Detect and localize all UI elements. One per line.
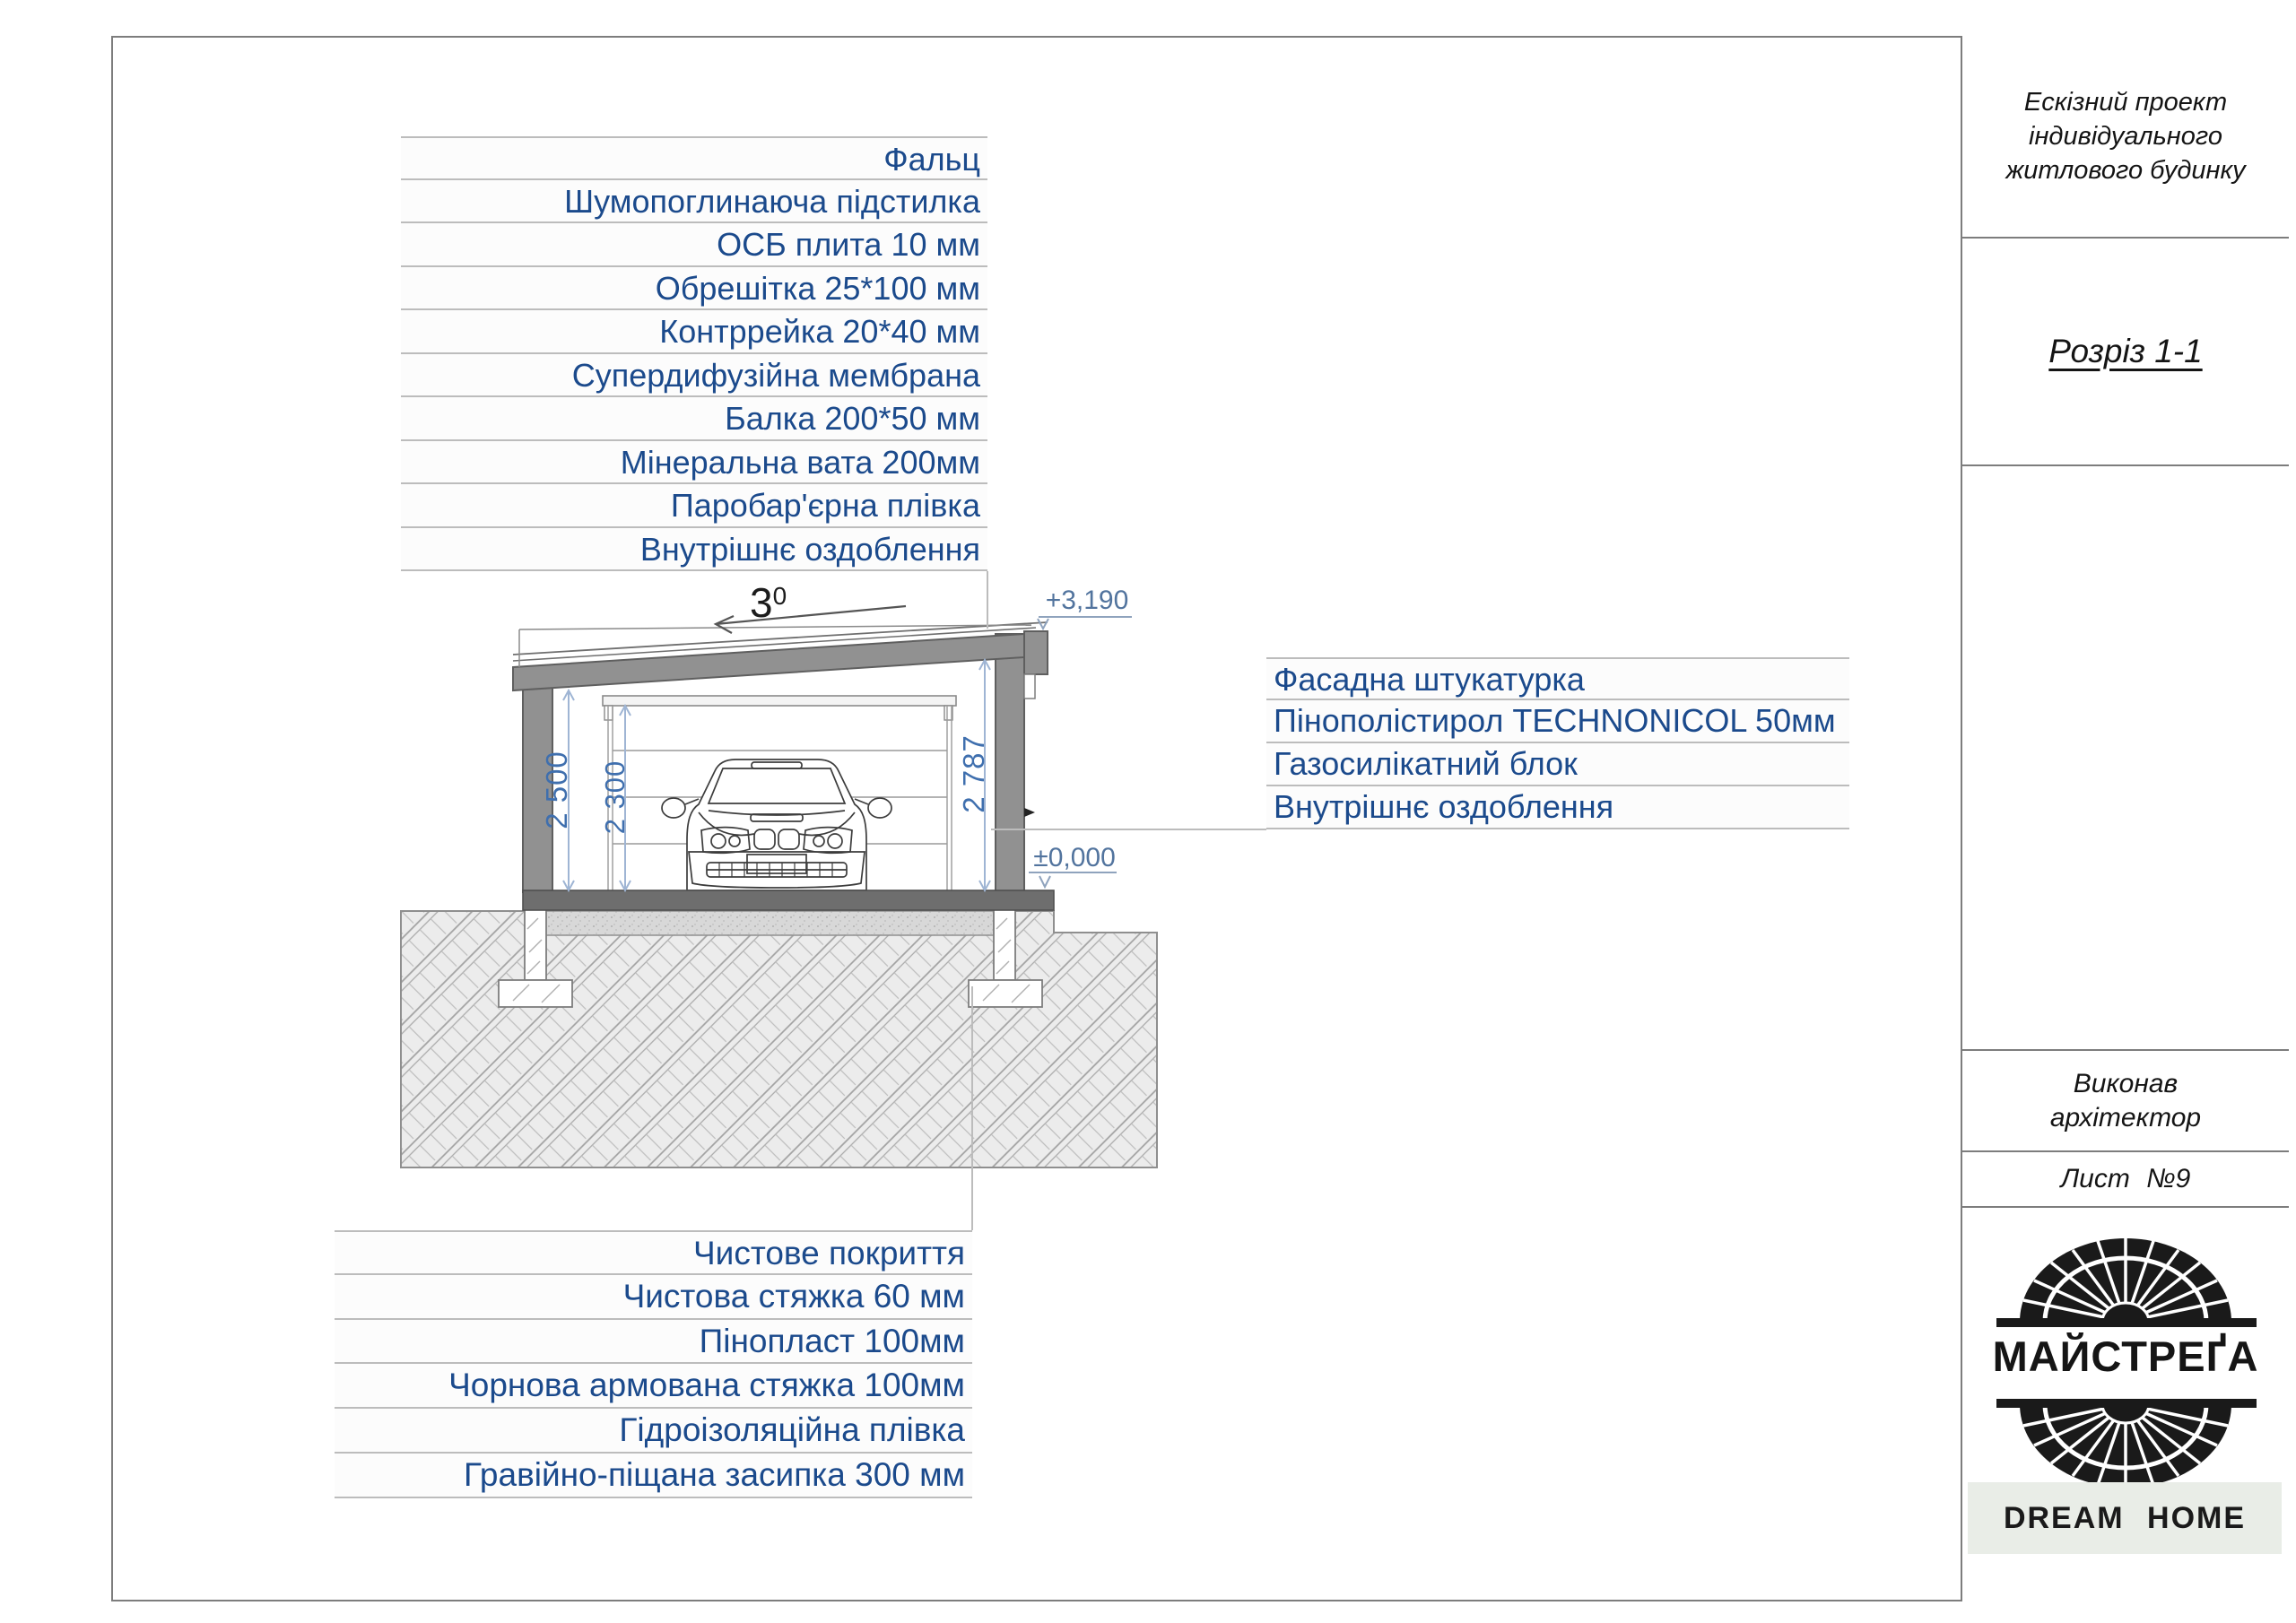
author-profession: архітектор bbox=[2049, 1102, 2202, 1133]
elevation-marker-roof bbox=[1038, 617, 1132, 629]
roof-layer-row: Паробар'єрна плівка bbox=[401, 484, 987, 528]
dim-right-height: 2 787 bbox=[957, 734, 990, 813]
wall-layer-row: Газосилікатний блок bbox=[1266, 743, 1849, 786]
slope-degree: 0 bbox=[772, 582, 787, 610]
roof-layer-row: ОСБ плита 10 мм bbox=[401, 223, 987, 267]
roof-layer-row: Мінеральна вата 200мм bbox=[401, 441, 987, 485]
floor-layer-row: Гравійно-піщана засипка 300 мм bbox=[335, 1454, 972, 1498]
floor-layers-list bbox=[335, 1230, 972, 1498]
empty-cell bbox=[1962, 466, 2289, 1051]
brand-tagline: DREAM HOME bbox=[1968, 1482, 2282, 1554]
wall-layers-list bbox=[1266, 657, 1849, 829]
floor-layer-row: Чистова стяжка 60 мм bbox=[335, 1275, 972, 1320]
car-drawing bbox=[662, 759, 891, 890]
roof-layer-row: Балка 200*50 мм bbox=[401, 397, 987, 441]
roof-layers-list bbox=[401, 136, 987, 571]
dim-door-height: 2 300 bbox=[599, 759, 631, 835]
wall-layer-row: Фасадна штукатурка bbox=[1266, 657, 1849, 700]
gravel-layer bbox=[533, 911, 994, 935]
floor-layer-row: Чорнова армована стяжка 100мм bbox=[335, 1364, 972, 1409]
floor-layer-row: Чистове покриття bbox=[335, 1230, 972, 1275]
sheet-number: Лист №9 bbox=[1962, 1152, 2289, 1208]
brand-name: МАЙСТРЕҐА bbox=[1992, 1332, 2259, 1380]
roof-layer-row: Шумопоглинаюча підстилка bbox=[401, 180, 987, 224]
roof-layer-row: Внутрішнє оздоблення bbox=[401, 528, 987, 572]
slope-value: 3 bbox=[750, 579, 773, 626]
floor-slab bbox=[523, 890, 1054, 910]
title-block bbox=[1961, 36, 2289, 1601]
elevation-roof-label: +3,190 bbox=[1045, 586, 1129, 615]
wall-layer-row: Внутрішнє оздоблення bbox=[1266, 786, 1849, 829]
floor-layer-row: Гідроізоляційна плівка bbox=[335, 1409, 972, 1454]
slope-label bbox=[750, 578, 787, 627]
roof-layer-row: Обрешітка 25*100 мм bbox=[401, 267, 987, 311]
company-logo bbox=[1962, 1208, 2289, 1598]
elevation-floor-label: ±0,000 bbox=[1033, 843, 1116, 872]
author-role: Виконав bbox=[2073, 1068, 2179, 1098]
dim-left-height: 2 500 bbox=[540, 751, 573, 829]
slope-arrow bbox=[716, 606, 906, 633]
view-title-text: Розріз 1-1 bbox=[2048, 333, 2203, 369]
roof-layer-row: Контррейка 20*40 мм bbox=[401, 310, 987, 354]
roof-layer-row: Фальц bbox=[401, 136, 987, 180]
floor-layer-row: Пінопласт 100мм bbox=[335, 1320, 972, 1365]
view-title bbox=[1962, 239, 2289, 466]
roof-layer-row: Супердифузійна мембрана bbox=[401, 354, 987, 398]
wall-layer-row: Пінополістирол TECHNONICOL 50мм bbox=[1266, 700, 1849, 743]
elevation-marker-floor bbox=[1029, 872, 1117, 887]
ground-hatch bbox=[401, 911, 1157, 1167]
right-column bbox=[996, 634, 1024, 892]
project-title: Ескізний проект індивідуального житлового будинку bbox=[1962, 36, 2289, 239]
author-cell bbox=[1962, 1051, 2289, 1152]
